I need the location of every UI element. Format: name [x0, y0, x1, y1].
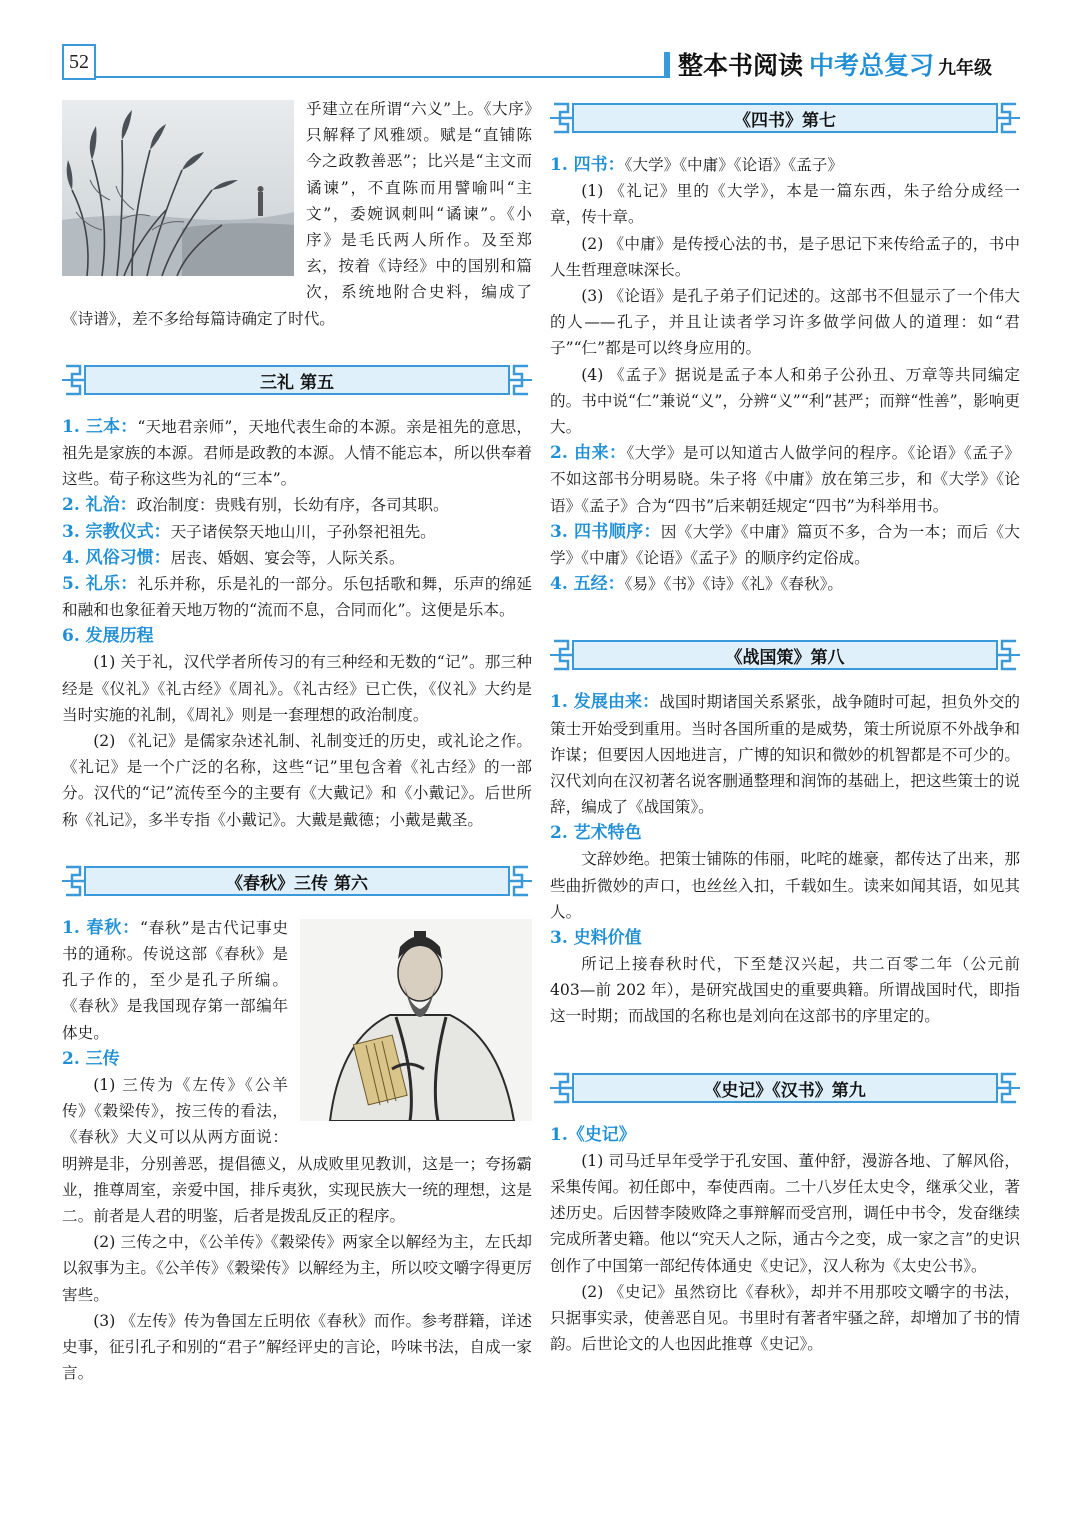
right-column: [550, 96, 1020, 1357]
shijing-continuation-text: 乎建立在所谓“六义”上。《大序》只解释了风雅颂。赋是“直铺陈今之政教善恶”；比兴是“主文而谲谏”，不直陈而用譬喻叫“主文”，委婉讽刺叫“谲谏”。《小序》是毛氏两人所作。及至郑玄，按着《诗经》中的国别和篇次，系统地附合史料，编成了《诗谱》，差不多给每篇诗确定了时代。: [62, 100, 532, 328]
item-key: 2. 由来：: [550, 443, 627, 464]
section-title: 《春秋》三传 第六: [226, 873, 368, 894]
sanli-item-1: [62, 414, 532, 493]
zhanguoce-item-1: [550, 689, 1020, 820]
left-column: [62, 96, 532, 1386]
page-number: 52: [62, 44, 96, 80]
sanli-development-paragraph-2: (2) 《礼记》是儒家杂述礼制、礼制变迁的历史，或礼论之作。《礼记》是一个广泛的名称，这些“记”里包含着《礼古经》的一部分。汉代的“记”流传至今的主要有《大戴记》和《小戴记》。后世所称《礼记》，多半专指《小戴记》。大戴是戴德；小戴是戴圣。: [62, 732, 532, 829]
item-key: 3. 宗教仪式：: [62, 521, 171, 542]
item-text: 《大学》《中庸》《论语》《孟子》: [624, 156, 843, 174]
section-title: 《战国策》第八: [725, 648, 845, 669]
zhanguoce-item-3-heading: 3. 史料价值: [550, 928, 642, 949]
section-title: 《史记》《汉书》第九: [704, 1080, 866, 1101]
item-text: 政治制度：贵贱有别，长幼有序，各司其职。: [136, 496, 449, 515]
item-text: 天子诸侯祭天地山川，子孙祭祀祖先。: [170, 522, 436, 541]
sishu-item-3: [550, 519, 1020, 571]
section-banner-zhanguoce: [550, 633, 1020, 677]
section-banner-shiji-hanshu: [550, 1066, 1020, 1110]
zhanguoce-art-paragraph: 文辞妙绝。把策士铺陈的伟丽，叱咤的雄豪，都传达了出来，那些曲折微妙的声口，也丝丝入扣，千载如生。读来如闻其语，如见其人。: [550, 850, 1020, 921]
header-rule: [96, 76, 666, 78]
sanli-item-4: [62, 545, 532, 571]
section-banner-sishu: [550, 96, 1020, 140]
sanzhuan-paragraph-3: (3) 《左传》传为鲁国左丘明依《春秋》而作。参考群籍，详述史事，征引孔子和别的“君子”解经评史的言论，吟味书法，自成一家言。: [62, 1311, 532, 1383]
book-title-main: 整本书阅读: [678, 51, 804, 80]
chunqiu-item-2-heading: 2. 三传: [62, 1048, 120, 1069]
section-banner-chunqiu: [62, 859, 532, 903]
confucius-portrait-image: [300, 919, 532, 1121]
item-text: 居丧、婚姻、宴会等，人际关系。: [170, 548, 405, 567]
sanli-item-6-heading: 6. 发展历程: [62, 626, 154, 647]
item-key: 2. 礼治：: [62, 495, 137, 516]
sishu-item-2: [550, 440, 1020, 519]
sishu-item-4: [550, 571, 1020, 597]
item-key: 4. 风俗习惯：: [62, 547, 171, 568]
zhanguoce-item-2-heading: 2. 艺术特色: [550, 823, 642, 844]
item-text: 《易》《书》《诗》《礼》《春秋》。: [624, 575, 843, 594]
reeds-painting-image: [62, 100, 294, 276]
book-title-grade: 九年级: [938, 58, 993, 79]
item-text: 礼乐并称，乐是礼的一部分。乐包括歌和舞，乐声的绵延和融和也象征着天地万物的“流而不息，合同而化”。这便是乐本。: [62, 575, 532, 620]
sishu-paragraph-4: (4) 《孟子》据说是孟子本人和弟子公孙丑、万章等共同编定的。书中说“仁”兼说“义”，分辨“义”“利”甚严；而辩“性善”，影响更大。: [550, 365, 1020, 437]
book-title: [678, 46, 992, 82]
item-key: 1. 三本：: [62, 416, 138, 437]
item-text: 《大学》是可以知道古人做学问的程序。《论语》《孟子》不如这部书分明易晓。朱子将《中庸》放在第三步，和《大学》《论语》《孟子》合为“四书”后来朝廷规定“四书”为科举用书。: [550, 444, 1020, 515]
zhanguoce-history-paragraph: 所记上接春秋时代，下至楚汉兴起，共二百零二年（公元前 403—前 202 年），是研究战国史的重要典籍。所谓战国时代，即指这一时期；而战国的名称也是刘向在这部书的序里定的。: [550, 955, 1020, 1026]
item-key: 3. 四书顺序：: [550, 521, 661, 542]
section-title: 三礼 第五: [260, 372, 334, 393]
item-key: 1. 四书：: [550, 155, 625, 175]
sanzhuan-paragraph-2: (2) 三传之中，《公羊传》《穀梁传》两家全以解经为主，左氏却以叙事为主。《公羊传》《穀梁传》以解经为主，所以咬文嚼字得更厉害些。: [62, 1233, 532, 1304]
item-key: 1. 春秋：: [62, 917, 140, 938]
item-text: 因《大学》《中庸》篇页不多，合为一本；而后《大学》《中庸》《论语》《孟子》的顺序约定俗成。: [550, 522, 1021, 568]
shiji-paragraph-2: (2) 《史记》虽然窃比《春秋》，却并不用那咬文嚼字的书法，只据事实录，使善恶自见。书里时有著者牢骚之辞，却增加了书的情韵。后世论文的人也因此推尊《史记》。: [550, 1282, 1020, 1354]
section-banner-sanli: [62, 358, 532, 402]
sanli-item-2: [62, 492, 532, 518]
sishu-paragraph-1: (1) 《礼记》里的《大学》，本是一篇东西，朱子给分成经一章，传十章。: [550, 182, 1020, 227]
item-key: 4. 五经：: [550, 574, 625, 595]
shiji-item-1-heading: 1.《史记》: [550, 1124, 636, 1145]
shiji-paragraph-1: (1) 司马迁早年受学于孔安国、董仲舒，漫游各地、了解风俗，采集传闻。初任郎中，奉使西南。二十八岁任太史令，继承父业，著述历史。后因替李陵败降之事辩解而受宫刑，调任中书令，发奋继续完成所著史籍。他以“究天人之际，通古今之变，成一家之言”的史识创作了中国第一部纪传体通史《史记》，汉人称为《太史公书》。: [550, 1151, 1020, 1275]
item-key: 5. 礼乐：: [62, 574, 138, 595]
book-title-accent: 中考总复习: [809, 51, 935, 80]
sanzhuan-paragraph-1: (1) 三传为《左传》《公羊传》《穀梁传》，按三传的看法，《春秋》大义可以从两方面说：明辨是非，分别善恶，提倡德义，从成败里见教训，这是一；夸扬霸业，推尊周室，亲爱中国，排斥夷狄，实现民族大一统的理想，这是二。前者是人君的明鉴，后者是拨乱反正的程序。: [62, 1075, 532, 1225]
sanli-item-5: [62, 571, 532, 623]
item-text: “春秋”是古代记事史书的通称。传说这部《春秋》是孔子作的，至少是孔子所编。《春秋》是我国现存第一部编年体史。: [62, 918, 288, 1042]
sishu-item-1: [550, 152, 1020, 178]
header-accent-bar: [664, 52, 670, 78]
item-text: 战国时期诸国关系紧张，战争随时可起，担负外交的策士开始受到重用。当时各国所重的是威势，策士所说原不外战争和诈谋；但要因人因地进言，广博的知识和微妙的机智都是不可少的。汉代刘向在汉初著名说客删通整理和润饰的基础上，把这些策士的说辞，编成了《战国策》。: [550, 693, 1020, 817]
item-key: 1. 发展由来：: [550, 692, 660, 713]
item-text: “天地君亲师”，天地代表生命的本源。亲是祖先的意思，祖先是家族的本源。君师是政教的本源。人情不能忘本，所以供奉着这些。荀子称这些为礼的“三本”。: [62, 417, 532, 489]
sishu-paragraph-2: (2) 《中庸》是传授心法的书，是子思记下来传给孟子的，书中人生哲理意味深长。: [550, 234, 1020, 279]
sanli-development-paragraph-1: (1) 关于礼，汉代学者所传习的有三种经和无数的“记”。那三种经是《仪礼》《礼古经》《周礼》。《礼古经》已亡佚，《仪礼》大约是当时实施的礼制，《周礼》则是一套理想的政治制度。: [62, 653, 532, 724]
sishu-paragraph-3: (3) 《论语》是孔子弟子们记述的。这部书不但显示了一个伟大的人——孔子，并且让读者学习许多做学问做人的道理：如“君子”“仁”都是可以终身应用的。: [550, 287, 1020, 358]
sanli-item-3: [62, 519, 532, 545]
section-title: 《四书》第七: [734, 111, 836, 131]
